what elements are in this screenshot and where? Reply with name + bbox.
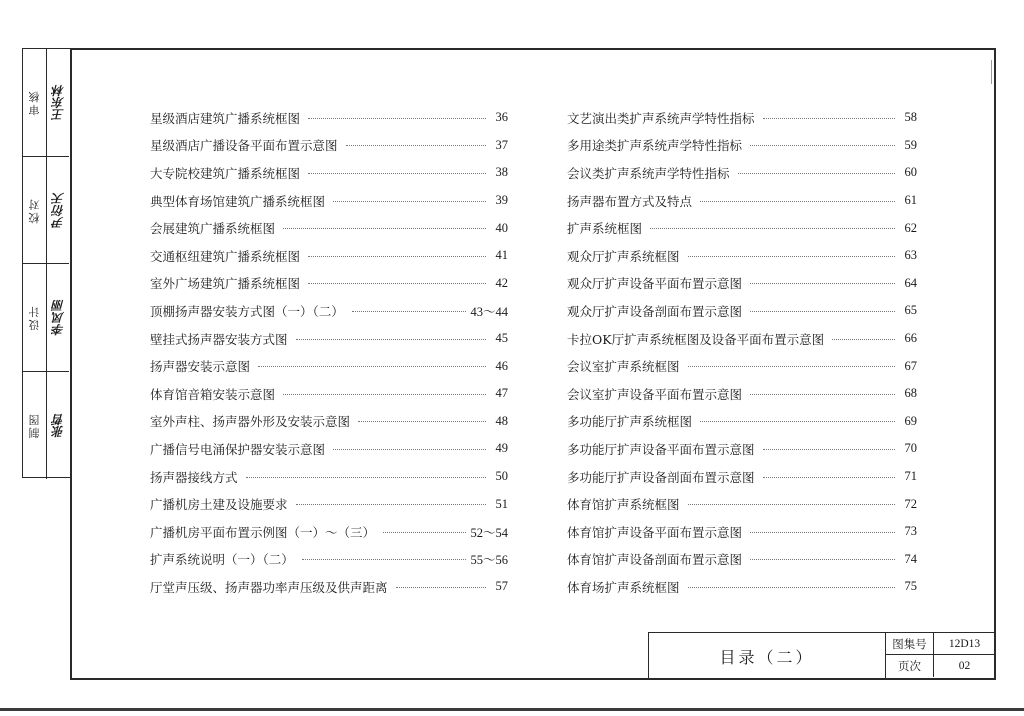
toc-leader-dots [650, 227, 895, 229]
signature-divider [46, 264, 47, 371]
toc-entry-title: 扩声系统框图 [567, 219, 646, 237]
toc-entry-page: 61 [904, 193, 917, 208]
toc-leader-dots [738, 172, 895, 174]
toc-leader-dots [763, 117, 895, 119]
toc-entry[interactable] [567, 546, 917, 574]
toc-entry-page: 63 [904, 248, 917, 263]
toc-entry-title: 典型体育场馆建筑广播系统框图 [150, 192, 329, 210]
toc-entry-title: 卡拉OK厅扩声系统框图及设备平面布置示意图 [567, 330, 828, 348]
toc-entry-title: 室外声柱、扬声器外形及安装示意图 [150, 412, 354, 430]
signature-role: 制图 [28, 412, 41, 439]
toc-entry[interactable] [150, 518, 508, 546]
toc-entry-title: 体育馆扩声设备平面布置示意图 [567, 523, 746, 541]
toc-entry[interactable] [567, 518, 917, 546]
signature-divider [46, 157, 47, 264]
toc-entry-title: 多功能厅扩声设备平面布置示意图 [567, 440, 759, 458]
signature-name: 李凤丽 [51, 299, 66, 336]
toc-entry[interactable] [567, 490, 917, 518]
toc-entry-title: 扬声器布置方式及特点 [567, 192, 696, 210]
toc-entry-title: 交通枢纽建筑广播系统框图 [150, 247, 304, 265]
edge-mark [991, 60, 998, 84]
toc-leader-dots [750, 531, 895, 533]
atlas-number-label: 图集号 [886, 633, 934, 655]
toc-right-column [567, 104, 917, 601]
toc-leader-dots [750, 282, 895, 284]
toc-entry[interactable] [567, 214, 917, 242]
toc-entry[interactable] [150, 297, 508, 325]
toc-entry-title: 多功能厅扩声设备剖面布置示意图 [567, 468, 759, 486]
toc-leader-dots [308, 117, 486, 119]
signature-cell [23, 264, 69, 372]
signature-name: 尹衍天 [51, 191, 66, 228]
toc-entry[interactable] [567, 463, 917, 491]
toc-leader-dots [283, 227, 486, 229]
toc-leader-dots [308, 255, 486, 257]
toc-entry[interactable] [150, 573, 508, 601]
toc-entry-page: 64 [904, 275, 917, 290]
toc-entry-title: 扩声系统说明（一）（二） [150, 550, 298, 568]
toc-leader-dots [308, 172, 486, 174]
toc-entry-page: 41 [495, 248, 508, 263]
signature-name: 张哲 [51, 413, 66, 438]
toc-entry-title: 多用途类扩声系统声学特性指标 [567, 136, 746, 154]
toc-entry[interactable] [150, 352, 508, 380]
toc-entry[interactable] [567, 270, 917, 298]
toc-leader-dots [750, 393, 895, 395]
toc-leader-dots [396, 586, 486, 588]
toc-entry-title: 室外广场建筑广播系统框图 [150, 274, 304, 292]
toc-leader-dots [352, 310, 467, 312]
toc-entry-page: 73 [904, 524, 917, 539]
toc-entry[interactable] [567, 159, 917, 187]
toc-entry-title: 广播机房平面布置示例图（一）～（三） [150, 523, 379, 541]
toc-entry-page: 72 [904, 496, 917, 511]
toc-leader-dots [333, 448, 486, 450]
toc-entry-title: 会展建筑广播系统框图 [150, 219, 279, 237]
signature-cell [23, 157, 69, 265]
toc-entry[interactable] [150, 270, 508, 298]
toc-entry[interactable] [567, 132, 917, 160]
toc-entry[interactable] [150, 546, 508, 574]
toc-entry-page: 74 [904, 551, 917, 566]
page-number-label: 页次 [886, 655, 934, 677]
toc-entry-page: 52～54 [470, 525, 508, 540]
toc-entry[interactable] [567, 297, 917, 325]
toc-entry-title: 顶棚扬声器安装方式图（一）（二） [150, 302, 348, 320]
toc-entry-page: 51 [495, 496, 508, 511]
toc-entry-title: 广播信号电涌保护器安装示意图 [150, 440, 329, 458]
toc-entry-title: 观众厅扩声设备剖面布置示意图 [567, 302, 746, 320]
toc-entry-title: 观众厅扩声系统框图 [567, 247, 684, 265]
toc-entry-page: 55～56 [470, 553, 508, 568]
toc-entry-page: 75 [904, 579, 917, 594]
toc-leader-dots [688, 365, 895, 367]
toc-leader-dots [302, 558, 467, 560]
toc-leader-dots [246, 476, 486, 478]
page-number-value: 02 [958, 660, 971, 672]
toc-leader-dots [700, 420, 895, 422]
atlas-number-value: 12D13 [934, 633, 995, 655]
signature-cell [23, 372, 69, 480]
toc-entry-page: 68 [904, 386, 917, 401]
toc-entry-page: 48 [495, 413, 508, 428]
toc-entry-page: 45 [495, 331, 508, 346]
toc-entry-page: 66 [904, 331, 917, 346]
toc-entry[interactable] [567, 187, 917, 215]
toc-entry[interactable] [150, 490, 508, 518]
toc-leader-dots [750, 310, 895, 312]
toc-leader-dots [750, 144, 895, 146]
toc-entry-page: 42 [495, 275, 508, 290]
toc-entry-page: 49 [495, 441, 508, 456]
title-block [648, 632, 996, 678]
toc-leader-dots [763, 476, 895, 478]
toc-entry-title: 体育馆音箱安装示意图 [150, 385, 279, 403]
toc-leader-dots [750, 558, 895, 560]
toc-entry[interactable] [150, 132, 508, 160]
toc-leader-dots [383, 531, 466, 533]
toc-leader-dots [308, 282, 486, 284]
signature-strip [22, 48, 70, 478]
toc-leader-dots [700, 200, 895, 202]
toc-entry[interactable] [567, 352, 917, 380]
signature-divider [46, 49, 47, 156]
toc-entry-title: 扬声器接线方式 [150, 468, 242, 486]
toc-entry-title: 广播机房土建及设施要求 [150, 495, 292, 513]
toc-entry-title: 体育馆扩声系统框图 [567, 495, 684, 513]
toc-entry-page: 43～44 [470, 304, 508, 319]
toc-entry[interactable] [150, 187, 508, 215]
toc-leader-dots [346, 144, 486, 146]
toc-leader-dots [333, 200, 486, 202]
toc-entry[interactable] [150, 408, 508, 436]
toc-entry[interactable] [567, 380, 917, 408]
toc-entry-page: 59 [904, 137, 917, 152]
toc-entry[interactable] [567, 573, 917, 601]
toc-leader-dots [763, 448, 895, 450]
toc-entry-page: 65 [904, 303, 917, 318]
signature-divider [46, 372, 47, 480]
toc-entry[interactable] [150, 104, 508, 132]
toc-entry[interactable] [150, 380, 508, 408]
toc-left-column [150, 104, 508, 601]
toc-entry-title: 扬声器安装示意图 [150, 357, 254, 375]
toc-entry-page: 62 [904, 220, 917, 235]
toc-leader-dots [358, 420, 486, 422]
toc-leader-dots [688, 586, 895, 588]
toc-leader-dots [688, 503, 895, 505]
toc-entry-page: 39 [495, 193, 508, 208]
toc-entry[interactable] [150, 242, 508, 270]
toc-entry-title: 大专院校建筑广播系统框图 [150, 164, 304, 182]
toc-leader-dots [283, 393, 486, 395]
toc-entry[interactable] [567, 325, 917, 353]
toc-entry-title: 星级酒店广播设备平面布置示意图 [150, 136, 342, 154]
toc-leader-dots [258, 365, 486, 367]
toc-entry-page: 67 [904, 358, 917, 373]
toc-leader-dots [296, 338, 486, 340]
toc-entry-title: 会议类扩声系统声学特性指标 [567, 164, 734, 182]
toc-entry[interactable] [150, 214, 508, 242]
signature-role: 设计 [28, 304, 41, 331]
toc-entry[interactable] [567, 104, 917, 132]
toc-entry[interactable] [150, 325, 508, 353]
signature-name: 王东林 [51, 84, 66, 121]
toc-entry[interactable] [150, 463, 508, 491]
toc-entry-page: 50 [495, 469, 508, 484]
toc-entry-title: 壁挂式扬声器安装方式图 [150, 330, 292, 348]
toc-entry-title: 体育场扩声系统框图 [567, 578, 684, 596]
bottom-rule [0, 708, 1024, 711]
signature-cell [23, 49, 69, 157]
toc-entry[interactable] [150, 159, 508, 187]
toc-leader-dots [832, 338, 895, 340]
toc-leader-dots [296, 503, 486, 505]
toc-entry-page: 58 [904, 110, 917, 125]
toc-leader-dots [688, 255, 895, 257]
toc-entry-title: 厅堂声压级、扬声器功率声压级及供声距离 [150, 578, 392, 596]
toc-entry-title: 文艺演出类扩声系统声学特性指标 [567, 109, 759, 127]
signature-role: 校对 [28, 196, 41, 223]
toc-entry[interactable] [567, 242, 917, 270]
toc-entry-page: 46 [495, 358, 508, 373]
toc-entry-page: 60 [904, 165, 917, 180]
toc-entry-title: 会议室扩声设备平面布置示意图 [567, 385, 746, 403]
toc-entry-title: 星级酒店建筑广播系统框图 [150, 109, 304, 127]
toc-entry-page: 37 [495, 137, 508, 152]
toc-entry-title: 会议室扩声系统框图 [567, 357, 684, 375]
toc-entry-page: 38 [495, 165, 508, 180]
title-block-title: 目录（二） [649, 633, 886, 679]
toc-entry[interactable] [567, 435, 917, 463]
toc-entry-page: 70 [904, 441, 917, 456]
toc-entry-page: 69 [904, 413, 917, 428]
signature-role: 审核 [28, 89, 41, 116]
toc-entry-page: 57 [495, 579, 508, 594]
toc-entry[interactable] [150, 435, 508, 463]
toc-entry-title: 观众厅扩声设备平面布置示意图 [567, 274, 746, 292]
toc-entry-page: 47 [495, 386, 508, 401]
toc-entry-page: 40 [495, 220, 508, 235]
toc-entry[interactable] [567, 408, 917, 436]
toc-entry-page: 36 [495, 110, 508, 125]
toc-entry-page: 71 [904, 469, 917, 484]
toc-entry-title: 多功能厅扩声系统框图 [567, 412, 696, 430]
toc-entry-title: 体育馆扩声设备剖面布置示意图 [567, 550, 746, 568]
